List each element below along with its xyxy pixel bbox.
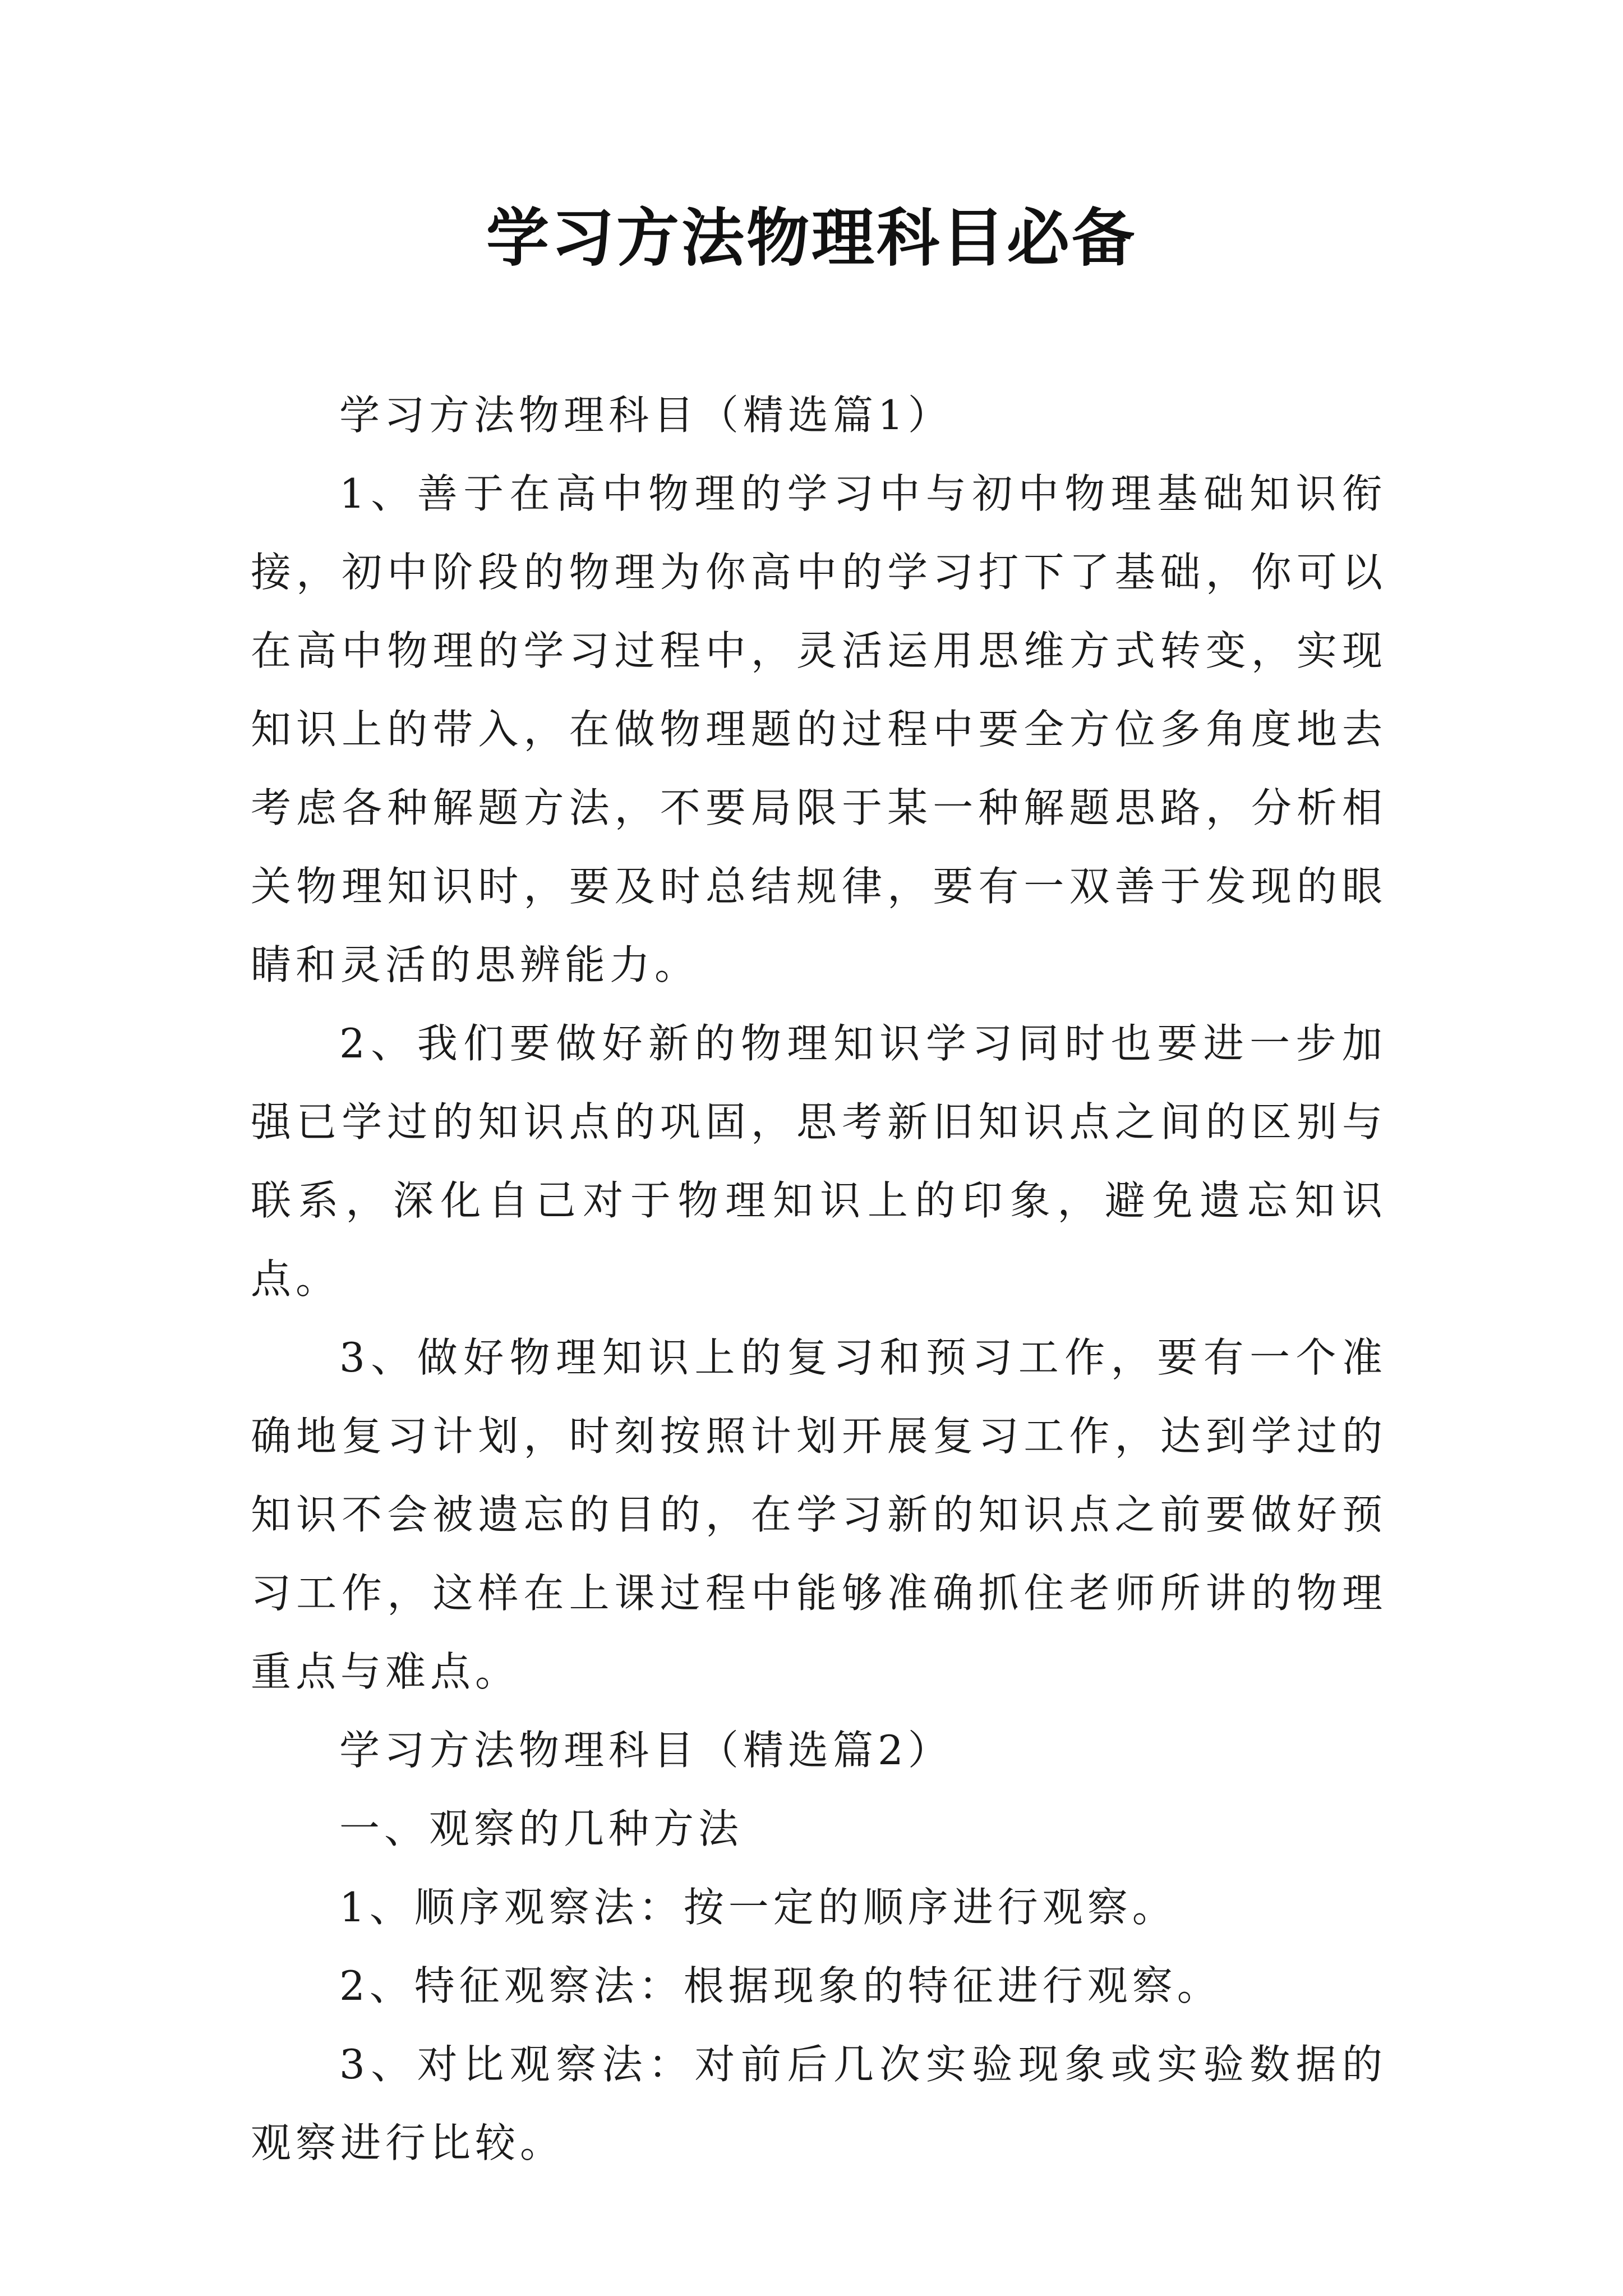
document-body <box>251 376 1387 2182</box>
document-title: 学习方法物理科目必备 <box>486 201 1137 275</box>
section-heading-2: 学习方法物理科目（精选篇2） <box>339 1727 953 1774</box>
paragraph-3: 3、做好物理知识上的复习和预习工作，要有一个准确地复习计划，时刻按照计划开展复习工作，达到学过的知识不会被遗忘的目的，在学习新的知识点之前要做好预习工作，这样在上课过程中能够准确抓住老师所讲的物理重点与难点。 <box>251 1334 1387 1695</box>
subsection-heading-observation-methods: 一、观察的几种方法 <box>339 1805 744 1852</box>
list-item-sequential-observation: 1、顺序观察法：按一定的顺序进行观察。 <box>339 1884 1177 1931</box>
section-heading-1: 学习方法物理科目（精选篇1） <box>339 392 953 439</box>
paragraph-2: 2、我们要做好新的物理知识学习同时也要进一步加强已学过的知识点的巩固，思考新旧知识点之间的区别与联系，深化自己对于物理知识上的印象，避免遗忘知识点。 <box>251 1020 1387 1303</box>
list-item-comparative-observation: 3、对比观察法：对前后几次实验现象或实验数据的观察进行比较。 <box>251 2041 1387 2166</box>
paragraph-1: 1、善于在高中物理的学习中与初中物理基础知识衔接，初中阶段的物理为你高中的学习打下了基础，你可以在高中物理的学习过程中，灵活运用思维方式转变，实现知识上的带入，在做物理题的过程中要全方位多角度地去考虑各种解题方法，不要局限于某一种解题思路，分析相关物理知识时，要及时总结规律，要有一双善于发现的眼睛和灵活的思辨能力。 <box>251 470 1387 988</box>
list-item-feature-observation: 2、特征观察法：根据现象的特征进行观察。 <box>339 1962 1222 2009</box>
